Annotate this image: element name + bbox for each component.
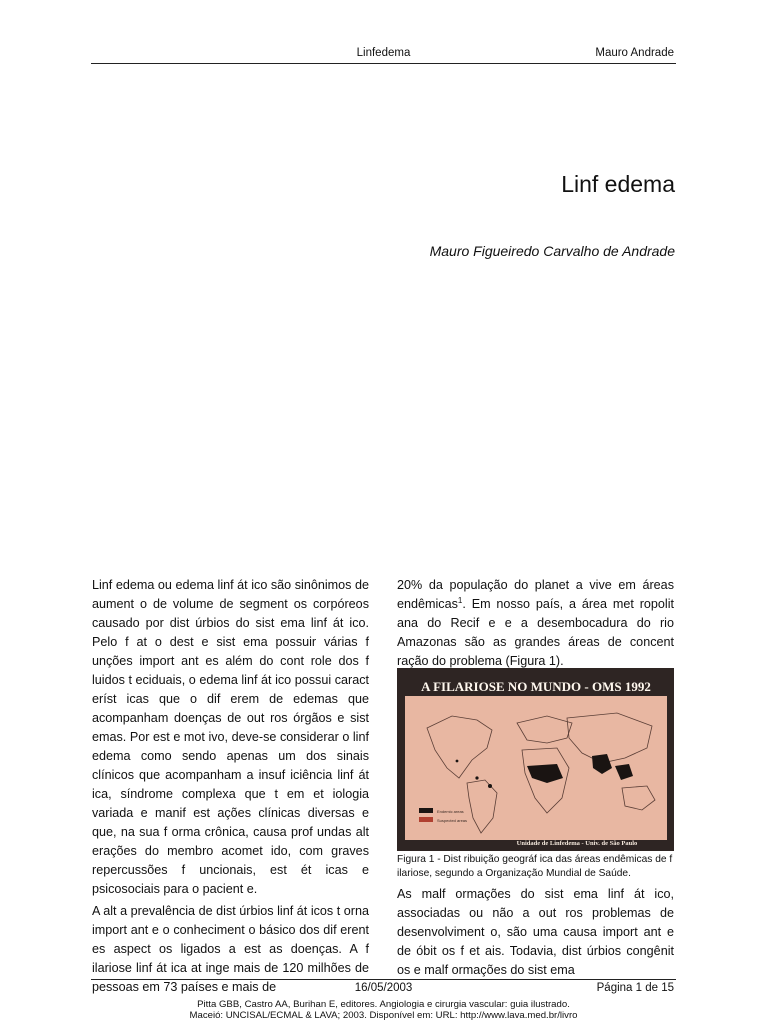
right-column-bottom [397, 885, 674, 977]
paragraph-malformations: As malf ormações do sist ema linf át ico, associadas ou não a out ros problemas de desenvolviment o, são uma causa import ant e de óbit os f et ais. Todavia, dist úrbios congênit os e malf ormações do sist ema [397, 887, 674, 977]
left-column [92, 576, 369, 1000]
document-title: Linf edema [561, 171, 675, 197]
figure-map [397, 668, 674, 851]
citation-line-2[interactable]: Maceió: UNCISAL/ECMAL & LAVA; 2003. Disponível em: URL: http://www.lava.med.br/livro [189, 1010, 578, 1021]
running-footer [91, 979, 676, 1021]
running-header [91, 46, 676, 64]
citation [91, 999, 676, 1021]
legend-label-endemic: Endemic areas [437, 809, 464, 814]
paragraph-intro: Linf edema ou edema linf át ico são sinônimos de aument o de volume de segment os corpóreos causado por dist úrbios do sist ema linf át ico. Pelo f at o dest e sist ema possuir várias f unções import ant es além do cont role dos f luidos t eciduais, o edema linf át ico possui caract eríst icas que o dif erem de edemas que acompanham doenças de out ros órgãos e sist emas. Por est e mot ivo, deve-se considerar o linf edema como sendo apenas um dos sinais clínicos que acompanham a insuf iciência linf át ica, síndrome complexa que t em et iologia variada e manif est ações clínicas diversas e que, na sua f orma crônica, causa prof undas alt erações do membro acomet ido, com graves repercussões f uncionais, est ét icas e psicosociais para o pacient e. [92, 578, 369, 896]
paragraph-endemic [397, 576, 674, 671]
citation-line-1: Pitta GBB, Castro AA, Burihan E, editores. Angiologia e cirurgia vascular: guia ilustrado. [197, 999, 570, 1010]
footnote-ref[interactable]: 1 [457, 595, 463, 605]
footer-date: 16/05/2003 [354, 982, 413, 994]
legend-label-suspected: Suspected areas [437, 818, 468, 823]
endemic-amazon [475, 776, 478, 779]
legend-swatch-endemic [419, 808, 433, 813]
right-column-top [397, 576, 674, 674]
endemic-recife [488, 784, 492, 788]
page-number: Página 1 de 15 [596, 982, 674, 994]
author-name: Mauro Figueiredo Carvalho de Andrade [429, 243, 675, 259]
world-map-photo [397, 668, 674, 851]
legend-swatch-suspected [419, 817, 433, 822]
map-banner-text: A FILARIOSE NO MUNDO - OMS 1992 [421, 679, 651, 694]
map-footer-text: Unidade de Linfedema - Univ. de São Paulo [516, 840, 638, 847]
paragraph-prevalence: A alt a prevalência de dist úrbios linf át icos t orna import ant e o conheciment o básico dos dif erent es aspect os ligados a est as doenças. A f ilariose linf át ica at inge mais de 120 milhões de pessoas em 73 países e mais de [92, 904, 369, 994]
paragraph-endemic-text: 20% da população do planet a vive em áreas endêmicas [397, 578, 674, 611]
paragraph-endemic-text-2: . Em nosso país, a área met ropolit ana do Recif e e a desembocadura do rio Amazonas são as grandes áreas de concent ração do problema (Figura 1). [397, 597, 674, 668]
header-title: Linfedema [356, 47, 411, 59]
endemic-caribbean [456, 760, 459, 763]
figure-caption: Figura 1 - Dist ribuição geográf ica das áreas endêmicas de f ilariose, segundo a Organização Mundial de Saúde. [397, 854, 673, 879]
header-author: Mauro Andrade [595, 47, 674, 59]
